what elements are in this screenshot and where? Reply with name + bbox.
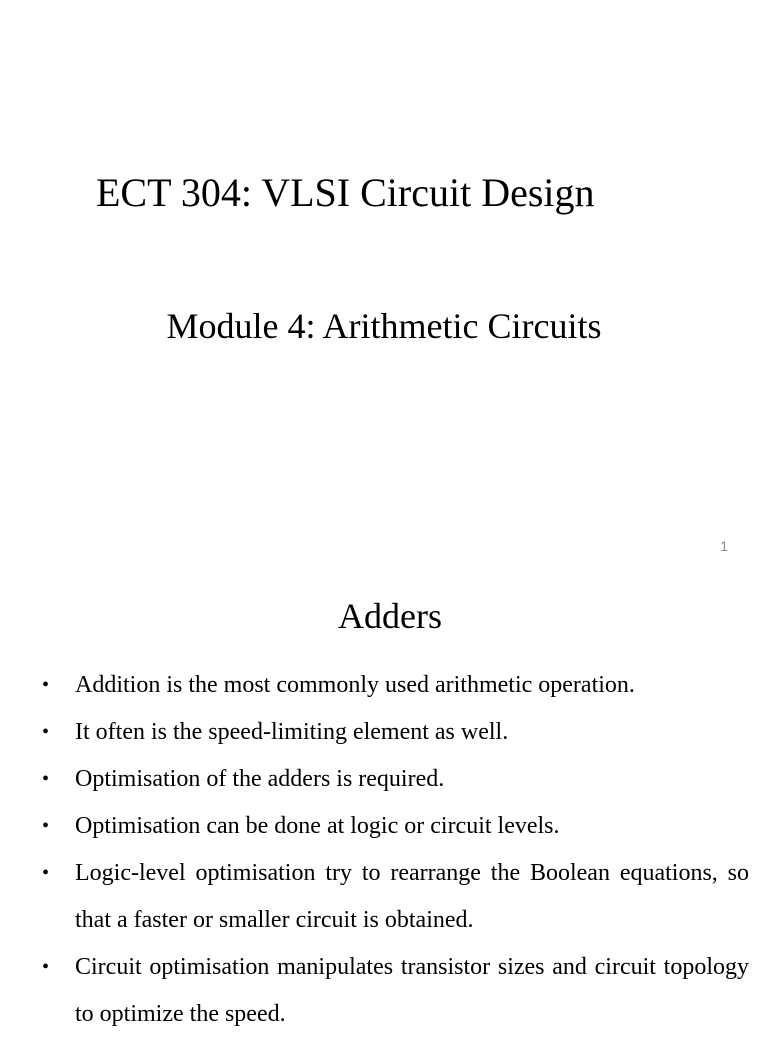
adders-slide [0,572,768,1027]
module-title: Module 4: Arithmetic Circuits [166,306,602,346]
bullet-text: It often is the speed-limiting element as well. [75,719,509,745]
bullet-icon: • [42,956,50,978]
bullet-item [42,756,749,803]
bullet-list [42,662,749,1038]
bullet-item [42,662,749,709]
page-number: 1 [720,538,728,554]
bullet-text: Logic-level optimisation try to rearrange the Boolean equations, so that a faster or smaller circuit is obtained. [75,860,749,933]
bullet-text: Optimisation of the adders is required. [75,766,445,792]
bullet-icon: • [42,815,50,837]
course-title: ECT 304: VLSI Circuit Design [96,170,595,215]
bullet-text: Circuit optimisation manipulates transistor sizes and circuit topology to optimize the speed. [75,954,749,1027]
slide-heading: Adders [338,596,442,636]
bullet-icon: • [42,768,50,790]
bullet-icon: • [42,674,50,696]
bullet-icon: • [42,862,50,884]
bullet-text: Addition is the most commonly used arithmetic operation. [75,672,635,698]
bullet-item [42,709,749,756]
bullet-icon: • [42,721,50,743]
bullet-item [42,850,749,944]
bullet-text: Optimisation can be done at logic or circuit levels. [75,813,560,839]
bullet-item [42,803,749,850]
